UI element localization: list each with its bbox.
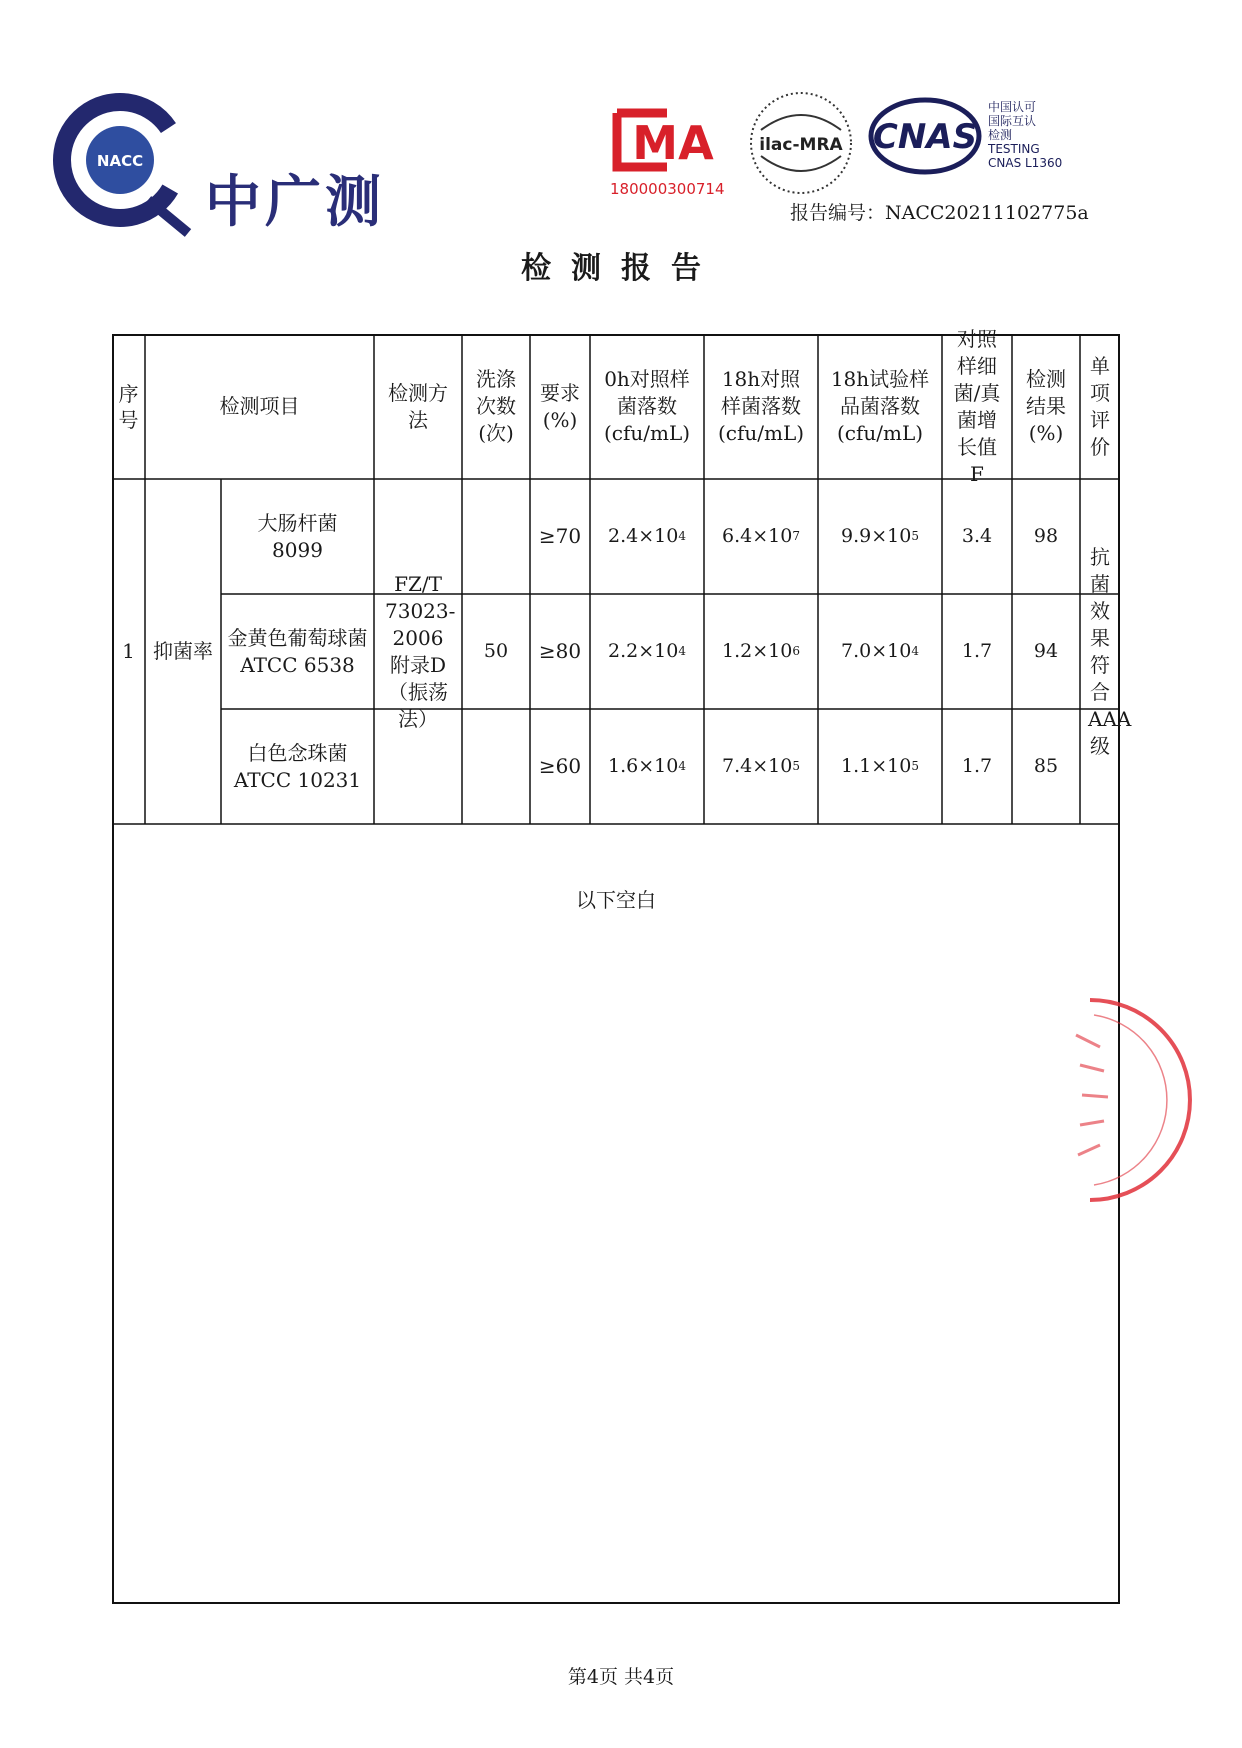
table-row-ctrl-0h: 1.6×10 4: [608, 755, 686, 777]
table-row-strain: 大肠杆菌 8099: [257, 510, 338, 562]
row-seq: 1: [122, 639, 135, 663]
cnas-accreditation-text: [988, 100, 1062, 170]
table-row-ctrl-18h: 1.2×10 6: [722, 640, 800, 662]
table-row-test-18h: 9.9×10 5: [841, 525, 919, 547]
table-row-ctrl-0h: 2.4×10 4: [608, 525, 686, 547]
blank-note: 以下空白: [576, 887, 656, 912]
header-test-18h: 18h试验样品菌落数(cfu/mL): [830, 367, 930, 445]
cnas-line: 检测: [988, 128, 1013, 142]
red-seal-icon: [1070, 985, 1210, 1215]
header-ctrl-18h: 18h对照样菌落数(cfu/mL): [717, 367, 805, 445]
table-row-strain: 金黄色葡萄球菌 ATCC 6538: [227, 625, 368, 677]
logo-name: 中广测: [205, 170, 385, 235]
header-method: 检测方法: [388, 380, 448, 432]
test-method: FZ/T 73023-2006 附录D（振荡法）: [385, 571, 456, 731]
cma-number: 180000300714: [610, 180, 725, 198]
ilac-mra-icon: [745, 90, 857, 196]
header-wash-count: 洗涤次数(次): [476, 367, 516, 445]
cnas-line: 国际互认: [988, 114, 1037, 128]
table-row-test-18h: 7.0×10 4: [841, 640, 919, 662]
table-row-result: 85: [1033, 755, 1059, 777]
table-row-growth: 1.7: [961, 755, 993, 777]
cnas-line: TESTING: [988, 142, 1040, 156]
header-ctrl-0h: 0h对照样菌落数(cfu/mL): [603, 367, 691, 445]
table-row-requirement: ≥60: [538, 754, 582, 778]
page-number: 第4页 共4页: [567, 1666, 675, 1688]
table-row-requirement: ≥80: [538, 639, 582, 663]
logo-badge-text: NACC: [96, 152, 144, 170]
report-number-value: NACC20211102775a: [885, 202, 1089, 224]
table-row-requirement: ≥70: [538, 524, 582, 548]
table-row-ctrl-0h: 2.2×10 4: [608, 640, 686, 662]
table-row-growth: 1.7: [961, 640, 993, 662]
table-row-ctrl-18h: 7.4×10 5: [722, 755, 800, 777]
header-evaluation: 单项评价: [1090, 353, 1110, 459]
evaluation: 抗菌效果符合AAA级: [1088, 544, 1132, 758]
item-group: 抑菌率: [153, 639, 213, 663]
ilac-mark-text: ilac-MRA: [759, 135, 843, 155]
header-requirement: 要求(%): [540, 380, 580, 432]
header-growth-value: 对照样细菌/真菌增长值F: [953, 326, 1001, 486]
cnas-line: CNAS L1360: [988, 156, 1063, 170]
cnas-mark-icon: [866, 96, 984, 176]
cnas-line: 中国认可: [988, 100, 1037, 114]
header-item: 检测项目: [219, 394, 300, 418]
table-row-result: 98: [1033, 525, 1059, 547]
cnas-mark-text: CNAS: [872, 117, 978, 157]
table-row-test-18h: 1.1×10 5: [841, 755, 919, 777]
nacc-logo-icon: [48, 88, 198, 238]
table-row-ctrl-18h: 6.4×10 7: [722, 525, 800, 547]
header-seq: 序号: [118, 381, 139, 432]
document-title: 检测报告: [521, 251, 721, 286]
table-row-growth: 3.4: [961, 525, 993, 547]
header-result: 检测结果(%): [1026, 367, 1066, 445]
report-number-label: 报告编号：: [790, 202, 886, 224]
wash-count: 50: [483, 640, 509, 662]
cma-mark-text: MA: [632, 116, 714, 170]
report-number: [790, 198, 1089, 225]
table-row-strain: 白色念珠菌 ATCC 10231: [233, 740, 362, 792]
cma-mark-icon: [607, 105, 727, 175]
table-row-result: 94: [1033, 640, 1059, 662]
